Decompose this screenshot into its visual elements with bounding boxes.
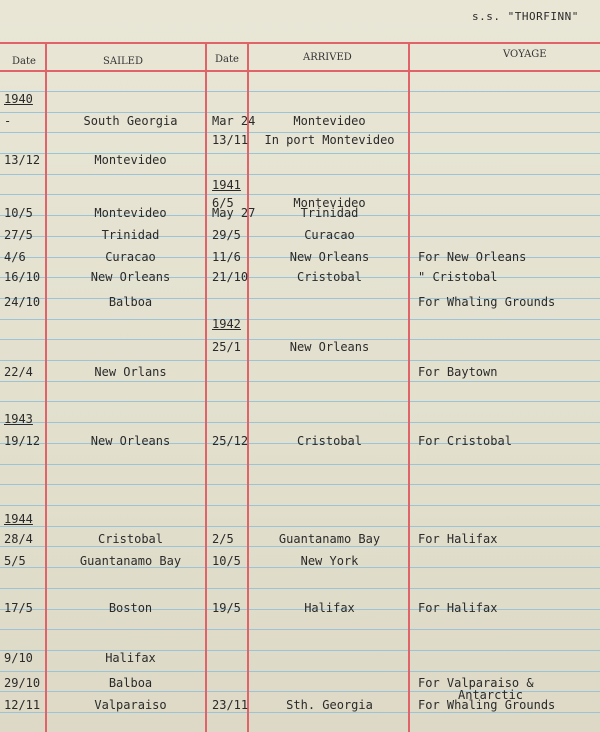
voyage-note: For Halifax bbox=[418, 532, 498, 546]
arrived-port: Trinidad bbox=[300, 206, 359, 220]
arrived-port: New Orleans bbox=[289, 250, 370, 264]
voyage-note: For Cristobal bbox=[418, 434, 512, 448]
sailed-port: New Orlans bbox=[94, 365, 167, 379]
voyage-note: For Valparaiso & bbox=[418, 676, 534, 690]
ruled-line bbox=[0, 629, 600, 630]
sailed-port: Curacao bbox=[105, 250, 156, 264]
sailed-port: Trinidad bbox=[101, 228, 160, 242]
arrived-date: 11/6 bbox=[212, 250, 241, 264]
arrived-port: Curacao bbox=[304, 228, 355, 242]
arrived-port: Halifax bbox=[304, 601, 355, 615]
sailed-date: 10/5 bbox=[4, 206, 33, 220]
arrived-date: 10/5 bbox=[212, 554, 241, 568]
sailed-port: Cristobal bbox=[97, 532, 164, 546]
sailed-date: 12/11 bbox=[4, 698, 41, 712]
ruled-line bbox=[0, 174, 600, 175]
sailed-port: Valparaiso bbox=[94, 698, 167, 712]
sailed-port: Halifax bbox=[105, 651, 156, 665]
arrived-port: Montevideo bbox=[293, 196, 366, 210]
sailed-date: 1943 bbox=[4, 412, 33, 426]
sailed-date: 28/4 bbox=[4, 532, 33, 546]
arrived-date: 6/5 bbox=[212, 196, 234, 210]
sailed-date: 29/10 bbox=[4, 676, 41, 690]
sailed-port: Guantanamo Bay bbox=[79, 554, 182, 568]
sailed-date: 5/5 bbox=[4, 554, 26, 568]
sailed-date: 24/10 bbox=[4, 295, 41, 309]
voyage-note: Antarctic bbox=[458, 688, 524, 702]
arrived-port: Cristobal bbox=[296, 270, 363, 284]
column-divider-2 bbox=[205, 42, 207, 732]
ruled-line bbox=[0, 464, 600, 465]
arrived-port: New York bbox=[300, 554, 359, 568]
header-bottom-rule bbox=[0, 70, 600, 72]
header-sailed: SAILED bbox=[103, 56, 143, 67]
sailed-port: Balboa bbox=[108, 295, 153, 309]
header-date-arrived: Date bbox=[215, 54, 239, 65]
sailed-date: - bbox=[4, 114, 12, 128]
arrived-port: In port Montevideo bbox=[264, 133, 395, 147]
sailed-port: New Orleans bbox=[90, 270, 171, 284]
arrived-date: Mar 24 bbox=[212, 114, 256, 128]
header-top-rule bbox=[0, 42, 600, 44]
sailed-port: New Orleans bbox=[90, 434, 171, 448]
ruled-line bbox=[0, 360, 600, 361]
voyage-note: For Halifax bbox=[418, 601, 498, 615]
sailed-port: Balboa bbox=[108, 676, 153, 690]
ruled-line bbox=[0, 671, 600, 672]
arrived-date: 29/5 bbox=[212, 228, 241, 242]
arrived-date: May 27 bbox=[212, 206, 256, 220]
voyage-note: For New Orleans bbox=[418, 250, 527, 264]
arrived-date: 21/10 bbox=[212, 270, 249, 284]
voyage-note: " Cristobal bbox=[418, 270, 498, 284]
ruled-line bbox=[0, 546, 600, 547]
sailed-date: 22/4 bbox=[4, 365, 33, 379]
ruled-line bbox=[0, 381, 600, 382]
sailed-date: 1940 bbox=[4, 92, 33, 106]
column-divider-4 bbox=[408, 42, 410, 732]
sailed-date: 4/6 bbox=[4, 250, 26, 264]
sailed-port: South Georgia bbox=[83, 114, 178, 128]
sailed-port: Montevideo bbox=[94, 206, 167, 220]
sailed-date: 19/12 bbox=[4, 434, 41, 448]
sailed-date: 1944 bbox=[4, 512, 33, 526]
ruled-line bbox=[0, 194, 600, 195]
header-voyage: VOYAGE bbox=[503, 49, 547, 60]
arrived-date: 13/11 bbox=[212, 133, 249, 147]
header-date-sailed: Date bbox=[12, 56, 36, 67]
arrived-date: 1942 bbox=[212, 317, 241, 331]
ruled-line bbox=[0, 484, 600, 485]
arrived-port: Sth. Georgia bbox=[286, 698, 373, 712]
sailed-date: 9/10 bbox=[4, 651, 33, 665]
arrived-date: 19/5 bbox=[212, 601, 241, 615]
arrived-port: Cristobal bbox=[296, 434, 363, 448]
arrived-date: 2/5 bbox=[212, 532, 234, 546]
sailed-date: 17/5 bbox=[4, 601, 33, 615]
arrived-date: 1941 bbox=[212, 178, 241, 192]
sailed-date: 16/10 bbox=[4, 270, 41, 284]
column-divider-1 bbox=[45, 42, 47, 732]
ruled-line bbox=[0, 526, 600, 527]
voyage-note: For Baytown bbox=[418, 365, 498, 379]
sailed-port: Boston bbox=[108, 601, 153, 615]
ruled-line bbox=[0, 319, 600, 320]
header-arrived: ARRIVED bbox=[303, 52, 352, 63]
voyage-note: For Whaling Grounds bbox=[418, 698, 556, 712]
sailed-date: 27/5 bbox=[4, 228, 33, 242]
arrived-date: 25/12 bbox=[212, 434, 249, 448]
sailed-port: Montevideo bbox=[94, 153, 167, 167]
ruled-line bbox=[0, 91, 600, 92]
ruled-line bbox=[0, 712, 600, 713]
arrived-port: Montevideo bbox=[293, 114, 366, 128]
ruled-line bbox=[0, 401, 600, 402]
ruled-line bbox=[0, 422, 600, 423]
ruled-line bbox=[0, 588, 600, 589]
voyage-note: For Whaling Grounds bbox=[418, 295, 556, 309]
arrived-date: 25/1 bbox=[212, 340, 241, 354]
ship-name: s.s. "THORFINN" bbox=[472, 10, 579, 23]
sailed-date: 13/12 bbox=[4, 153, 41, 167]
ruled-line bbox=[0, 112, 600, 113]
arrived-port: New Orleans bbox=[289, 340, 370, 354]
arrived-port: Guantanamo Bay bbox=[278, 532, 381, 546]
ruled-line bbox=[0, 505, 600, 506]
arrived-date: 23/11 bbox=[212, 698, 249, 712]
